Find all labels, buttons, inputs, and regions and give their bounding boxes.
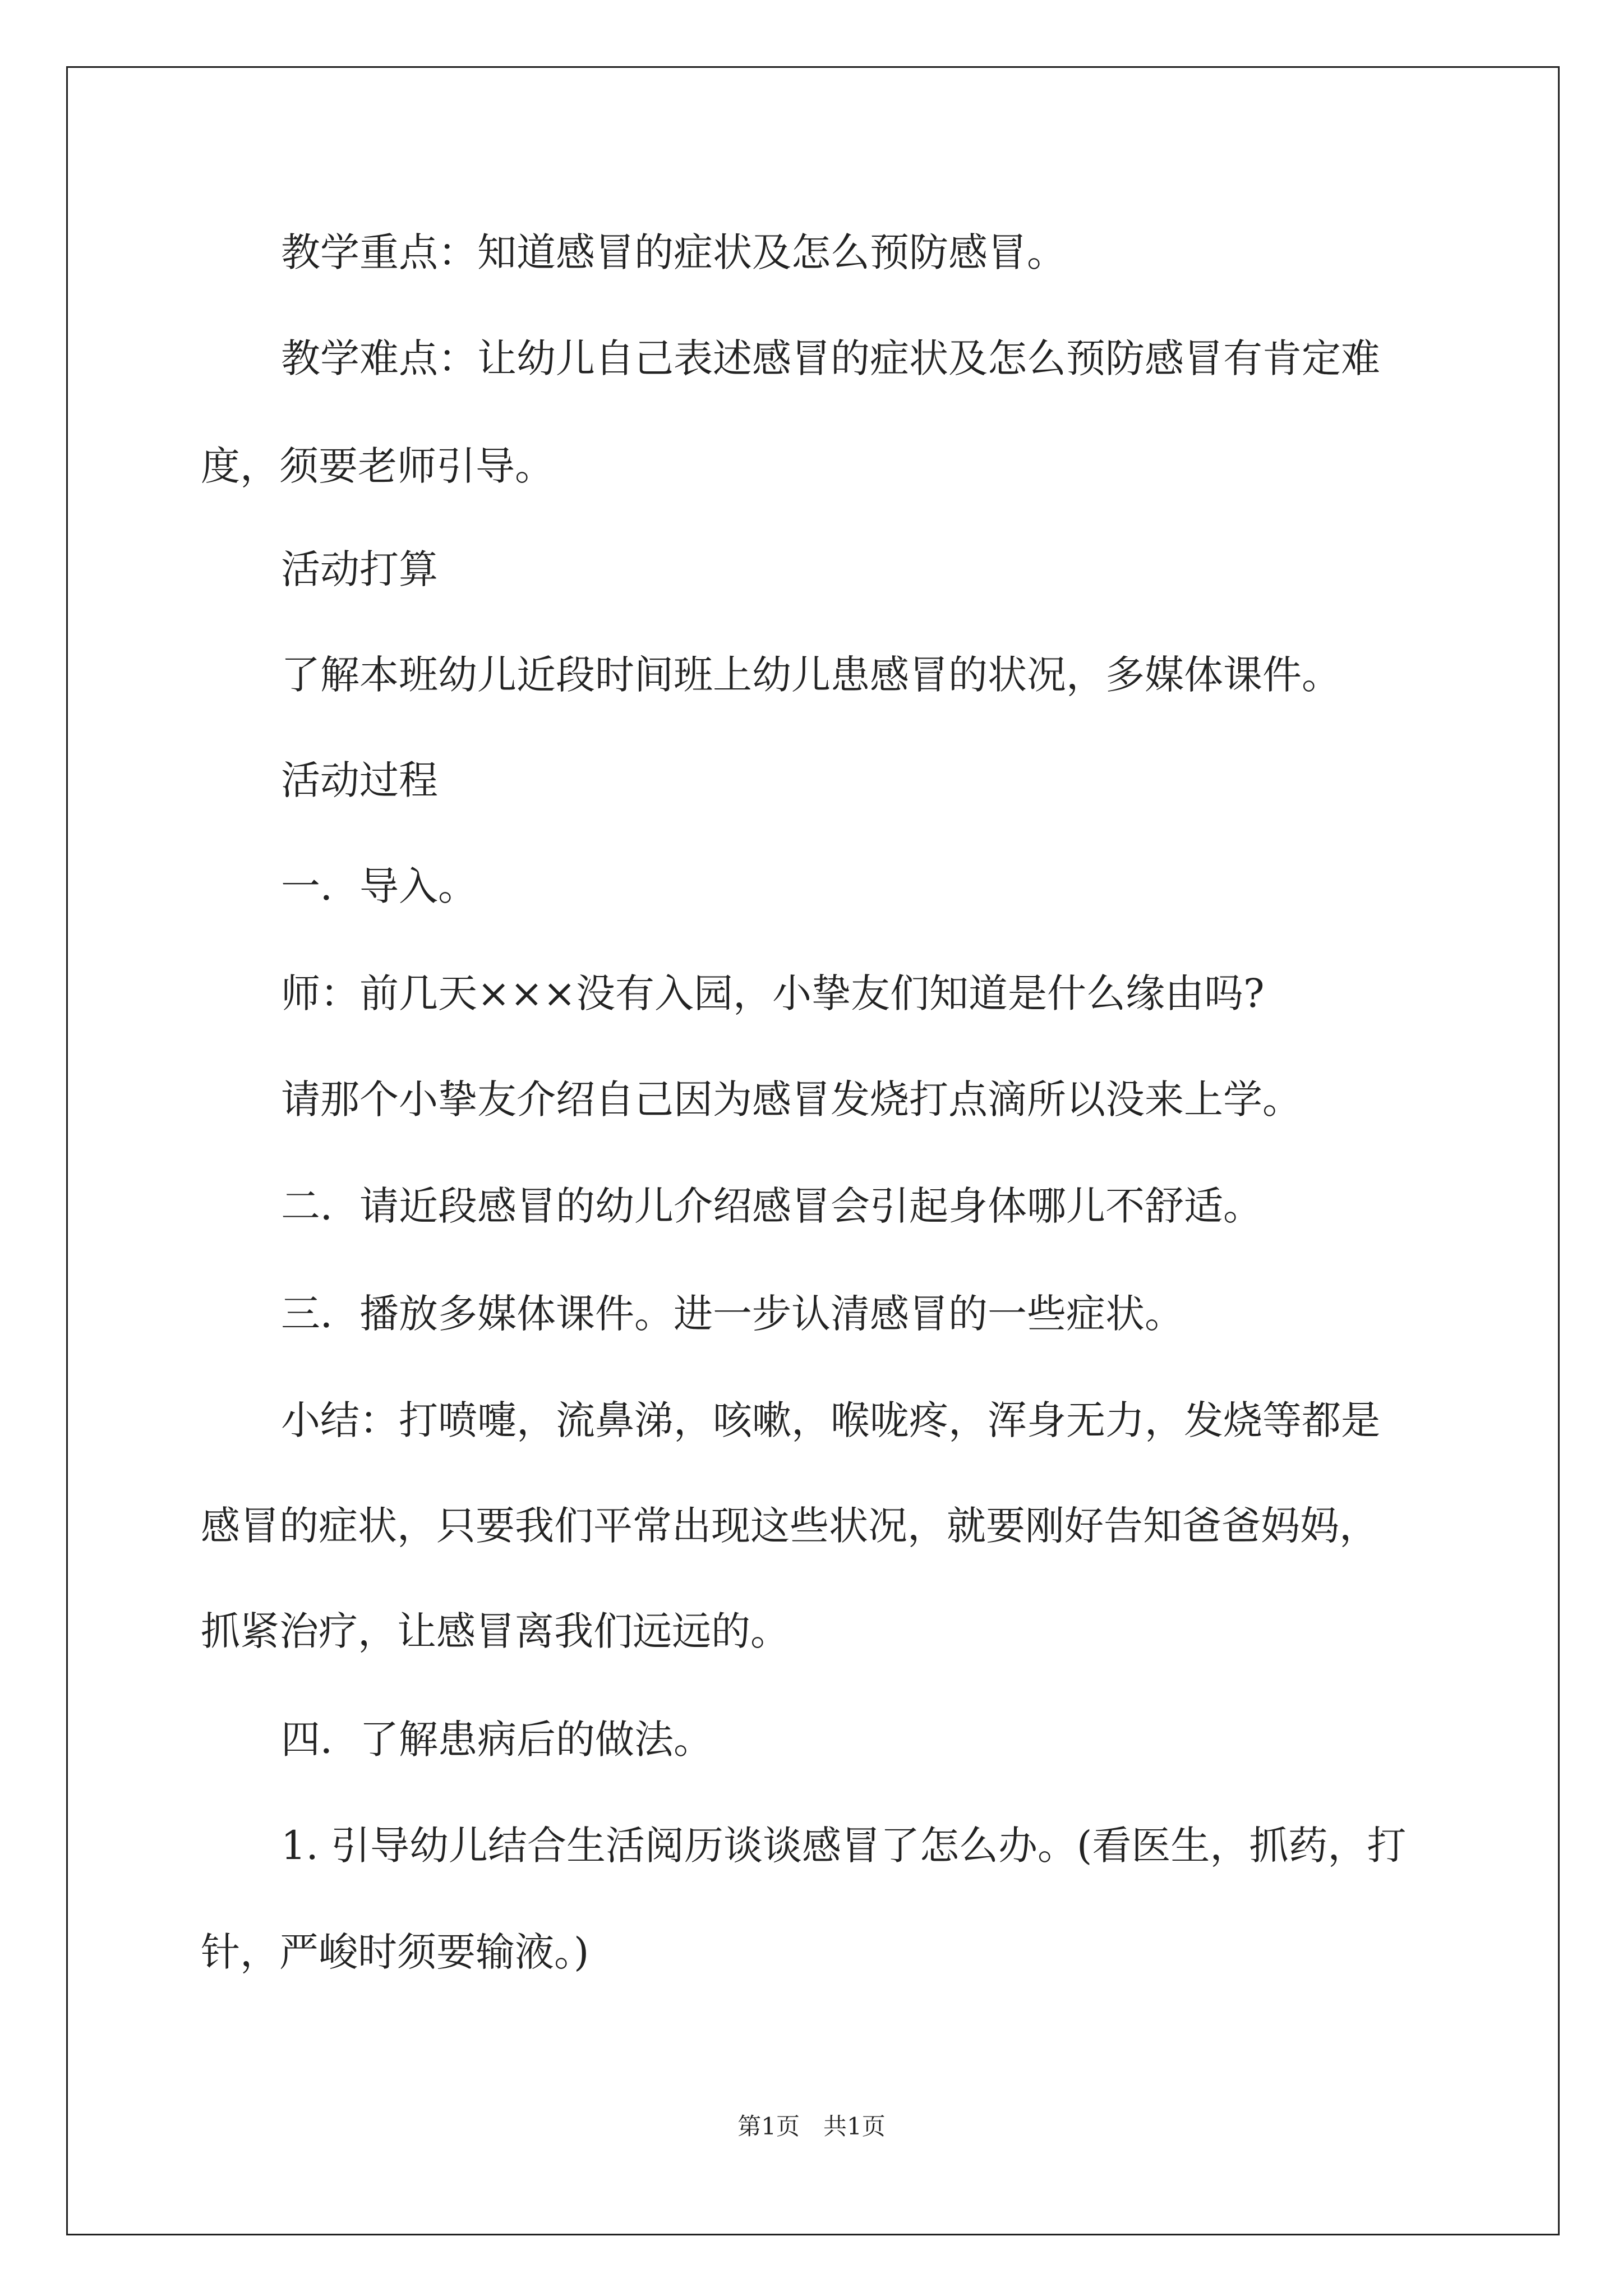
paragraph-summary-cont-1: 感冒的症状，只要我们平常出现这些状况，就要刚好告知爸爸妈妈， xyxy=(201,1503,1378,1549)
paragraph-step-2: 二．请近段感冒的幼儿介绍感冒会引起身体哪儿不舒适。 xyxy=(281,1183,1262,1229)
page-border xyxy=(66,66,1560,2235)
paragraph-step-4-item-1: 1. 引导幼儿结合生活阅历谈谈感冒了怎么办。(看医生，抓药，打 xyxy=(281,1823,1407,1869)
heading-activity-preparation: 活动打算 xyxy=(281,546,438,592)
heading-activity-process: 活动过程 xyxy=(281,757,438,803)
page-footer: 第1页 共1页 xyxy=(737,2113,886,2140)
paragraph-teaching-focus: 教学重点：知道感冒的症状及怎么预防感冒。 xyxy=(281,229,1066,275)
paragraph-summary-cont-2: 抓紧治疗，让感冒离我们远远的。 xyxy=(201,1608,790,1654)
paragraph-preparation: 了解本班幼儿近段时间班上幼儿患感冒的状况，多媒体课件。 xyxy=(281,652,1341,698)
paragraph-teacher-question: 师：前几天×××没有入园，小挚友们知道是什么缘由吗? xyxy=(281,970,1265,1016)
paragraph-step-1: 一．导入。 xyxy=(281,863,477,909)
paragraph-summary: 小结：打喷嚏，流鼻涕，咳嗽，喉咙疼，浑身无力，发烧等都是 xyxy=(281,1397,1380,1443)
paragraph-child-intro: 请那个小挚友介绍自己因为感冒发烧打点滴所以没来上学。 xyxy=(281,1076,1302,1122)
paragraph-step-4: 四．了解患病后的做法。 xyxy=(281,1717,713,1763)
paragraph-teaching-difficulty: 教学难点：让幼儿自己表述感冒的症状及怎么预防感冒有肯定难 xyxy=(281,335,1380,381)
paragraph-step-4-item-1-cont: 针，严峻时须要输液。) xyxy=(201,1929,589,1975)
paragraph-teaching-difficulty-cont: 度，须要老师引导。 xyxy=(201,443,554,489)
paragraph-step-3: 三．播放多媒体课件。进一步认清感冒的一些症状。 xyxy=(281,1291,1184,1337)
